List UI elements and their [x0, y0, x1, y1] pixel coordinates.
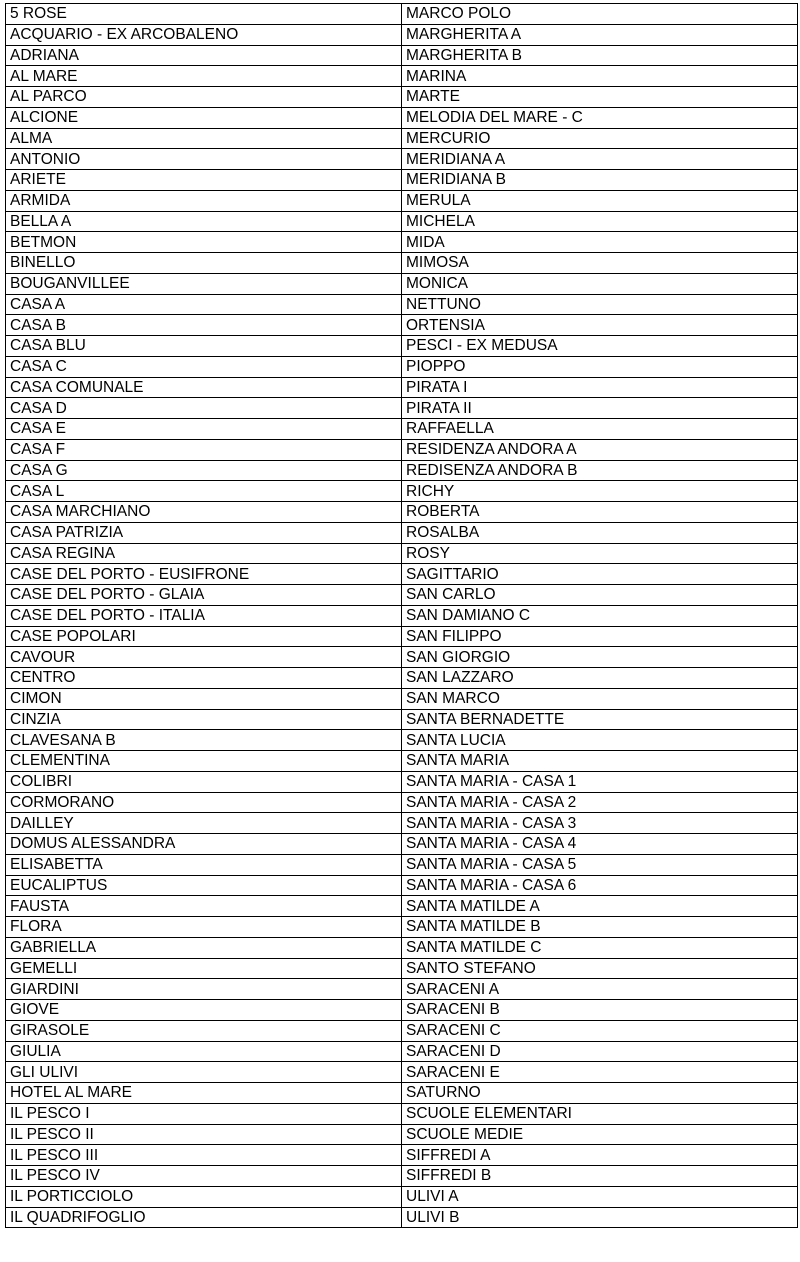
- table-row: [6, 1124, 798, 1145]
- table-row: [6, 522, 798, 543]
- table-row: [6, 709, 798, 730]
- table-row: [6, 688, 798, 709]
- left-column-cell: ARIETE: [6, 170, 402, 191]
- table-row: [6, 1186, 798, 1207]
- left-column-cell: CASA B: [6, 315, 402, 336]
- left-column-cell: GLI ULIVI: [6, 1062, 402, 1083]
- right-column-cell: SIFFREDI A: [402, 1145, 798, 1166]
- table-row: [6, 730, 798, 751]
- table-row: [6, 585, 798, 606]
- table-row: [6, 1020, 798, 1041]
- left-column-cell: IL PESCO III: [6, 1145, 402, 1166]
- left-column-cell: CASA BLU: [6, 336, 402, 357]
- right-column-cell: SANTA MARIA - CASA 1: [402, 771, 798, 792]
- name-table-body: [6, 4, 798, 1228]
- table-row: [6, 751, 798, 772]
- left-column-cell: CASA MARCHIANO: [6, 502, 402, 523]
- left-column-cell: CASA C: [6, 356, 402, 377]
- table-row: [6, 439, 798, 460]
- left-column-cell: GIULIA: [6, 1041, 402, 1062]
- right-column-cell: SANTA MARIA - CASA 4: [402, 834, 798, 855]
- left-column-cell: CASA REGINA: [6, 543, 402, 564]
- right-column-cell: SANTA MATILDE C: [402, 937, 798, 958]
- left-column-cell: EUCALIPTUS: [6, 875, 402, 896]
- right-column-cell: SANTO STEFANO: [402, 958, 798, 979]
- right-column-cell: SATURNO: [402, 1083, 798, 1104]
- left-column-cell: CASA L: [6, 481, 402, 502]
- name-list-document: [5, 3, 797, 1228]
- right-column-cell: ROSALBA: [402, 522, 798, 543]
- table-row: [6, 979, 798, 1000]
- name-table: [5, 3, 798, 1228]
- left-column-cell: ADRIANA: [6, 45, 402, 66]
- left-column-cell: IL PESCO IV: [6, 1166, 402, 1187]
- left-column-cell: CAVOUR: [6, 647, 402, 668]
- left-column-cell: CASE DEL PORTO - ITALIA: [6, 605, 402, 626]
- right-column-cell: MARGHERITA A: [402, 24, 798, 45]
- right-column-cell: SAN FILIPPO: [402, 626, 798, 647]
- table-row: [6, 647, 798, 668]
- right-column-cell: MIDA: [402, 232, 798, 253]
- table-row: [6, 854, 798, 875]
- table-row: [6, 1062, 798, 1083]
- right-column-cell: ROSY: [402, 543, 798, 564]
- table-row: [6, 564, 798, 585]
- right-column-cell: SAN LAZZARO: [402, 668, 798, 689]
- left-column-cell: CORMORANO: [6, 792, 402, 813]
- left-column-cell: CASE DEL PORTO - EUSIFRONE: [6, 564, 402, 585]
- left-column-cell: GIARDINI: [6, 979, 402, 1000]
- left-column-cell: CASA F: [6, 439, 402, 460]
- right-column-cell: SAGITTARIO: [402, 564, 798, 585]
- left-column-cell: BOUGANVILLEE: [6, 273, 402, 294]
- right-column-cell: MERIDIANA B: [402, 170, 798, 191]
- right-column-cell: MONICA: [402, 273, 798, 294]
- left-column-cell: ARMIDA: [6, 190, 402, 211]
- table-row: [6, 294, 798, 315]
- right-column-cell: SANTA BERNADETTE: [402, 709, 798, 730]
- table-row: [6, 211, 798, 232]
- right-column-cell: PIRATA I: [402, 377, 798, 398]
- table-row: [6, 87, 798, 108]
- table-row: [6, 1083, 798, 1104]
- left-column-cell: IL PESCO I: [6, 1103, 402, 1124]
- table-row: [6, 792, 798, 813]
- table-row: [6, 1041, 798, 1062]
- left-column-cell: CINZIA: [6, 709, 402, 730]
- left-column-cell: AL MARE: [6, 66, 402, 87]
- left-column-cell: IL QUADRIFOGLIO: [6, 1207, 402, 1228]
- right-column-cell: SANTA MATILDE B: [402, 917, 798, 938]
- table-row: [6, 917, 798, 938]
- left-column-cell: AL PARCO: [6, 87, 402, 108]
- table-row: [6, 24, 798, 45]
- right-column-cell: MERIDIANA A: [402, 149, 798, 170]
- right-column-cell: NETTUNO: [402, 294, 798, 315]
- right-column-cell: SAN MARCO: [402, 688, 798, 709]
- left-column-cell: CLEMENTINA: [6, 751, 402, 772]
- table-row: [6, 398, 798, 419]
- table-row: [6, 45, 798, 66]
- right-column-cell: PIRATA II: [402, 398, 798, 419]
- left-column-cell: ACQUARIO - EX ARCOBALENO: [6, 24, 402, 45]
- table-row: [6, 1166, 798, 1187]
- left-column-cell: CASA COMUNALE: [6, 377, 402, 398]
- right-column-cell: SCUOLE ELEMENTARI: [402, 1103, 798, 1124]
- right-column-cell: MERULA: [402, 190, 798, 211]
- left-column-cell: GIOVE: [6, 1000, 402, 1021]
- right-column-cell: REDISENZA ANDORA B: [402, 460, 798, 481]
- right-column-cell: ORTENSIA: [402, 315, 798, 336]
- table-row: [6, 958, 798, 979]
- right-column-cell: SARACENI C: [402, 1020, 798, 1041]
- right-column-cell: SIFFREDI B: [402, 1166, 798, 1187]
- table-row: [6, 336, 798, 357]
- right-column-cell: MERCURIO: [402, 128, 798, 149]
- left-column-cell: CASE DEL PORTO - GLAIA: [6, 585, 402, 606]
- right-column-cell: ULIVI A: [402, 1186, 798, 1207]
- table-row: [6, 834, 798, 855]
- right-column-cell: SANTA LUCIA: [402, 730, 798, 751]
- left-column-cell: DOMUS ALESSANDRA: [6, 834, 402, 855]
- left-column-cell: GABRIELLA: [6, 937, 402, 958]
- left-column-cell: ELISABETTA: [6, 854, 402, 875]
- right-column-cell: SARACENI E: [402, 1062, 798, 1083]
- right-column-cell: SARACENI D: [402, 1041, 798, 1062]
- right-column-cell: MIMOSA: [402, 253, 798, 274]
- left-column-cell: DAILLEY: [6, 813, 402, 834]
- right-column-cell: SANTA MARIA - CASA 6: [402, 875, 798, 896]
- left-column-cell: FLORA: [6, 917, 402, 938]
- left-column-cell: HOTEL AL MARE: [6, 1083, 402, 1104]
- left-column-cell: ALCIONE: [6, 107, 402, 128]
- right-column-cell: MARGHERITA B: [402, 45, 798, 66]
- table-row: [6, 107, 798, 128]
- table-row: [6, 66, 798, 87]
- right-column-cell: MELODIA DEL MARE - C: [402, 107, 798, 128]
- right-column-cell: MARCO POLO: [402, 4, 798, 25]
- right-column-cell: SANTA MARIA - CASA 5: [402, 854, 798, 875]
- left-column-cell: CASA A: [6, 294, 402, 315]
- table-row: [6, 896, 798, 917]
- right-column-cell: ROBERTA: [402, 502, 798, 523]
- left-column-cell: CASA G: [6, 460, 402, 481]
- right-column-cell: RAFFAELLA: [402, 419, 798, 440]
- left-column-cell: CIMON: [6, 688, 402, 709]
- table-row: [6, 4, 798, 25]
- left-column-cell: CASE POPOLARI: [6, 626, 402, 647]
- left-column-cell: GIRASOLE: [6, 1020, 402, 1041]
- table-row: [6, 543, 798, 564]
- left-column-cell: IL PORTICCIOLO: [6, 1186, 402, 1207]
- table-row: [6, 937, 798, 958]
- left-column-cell: BETMON: [6, 232, 402, 253]
- right-column-cell: SANTA MARIA - CASA 2: [402, 792, 798, 813]
- right-column-cell: SANTA MARIA - CASA 3: [402, 813, 798, 834]
- table-row: [6, 253, 798, 274]
- right-column-cell: MARTE: [402, 87, 798, 108]
- table-row: [6, 626, 798, 647]
- table-row: [6, 813, 798, 834]
- right-column-cell: RESIDENZA ANDORA A: [402, 439, 798, 460]
- left-column-cell: ALMA: [6, 128, 402, 149]
- right-column-cell: PIOPPO: [402, 356, 798, 377]
- table-row: [6, 377, 798, 398]
- right-column-cell: SANTA MATILDE A: [402, 896, 798, 917]
- table-row: [6, 170, 798, 191]
- left-column-cell: ANTONIO: [6, 149, 402, 170]
- left-column-cell: GEMELLI: [6, 958, 402, 979]
- table-row: [6, 668, 798, 689]
- left-column-cell: FAUSTA: [6, 896, 402, 917]
- right-column-cell: PESCI - EX MEDUSA: [402, 336, 798, 357]
- table-row: [6, 481, 798, 502]
- right-column-cell: SAN DAMIANO C: [402, 605, 798, 626]
- right-column-cell: SARACENI A: [402, 979, 798, 1000]
- table-row: [6, 1000, 798, 1021]
- table-row: [6, 419, 798, 440]
- right-column-cell: SARACENI B: [402, 1000, 798, 1021]
- table-row: [6, 875, 798, 896]
- left-column-cell: BINELLO: [6, 253, 402, 274]
- left-column-cell: CENTRO: [6, 668, 402, 689]
- table-row: [6, 1145, 798, 1166]
- table-row: [6, 460, 798, 481]
- table-row: [6, 232, 798, 253]
- table-row: [6, 771, 798, 792]
- table-row: [6, 1207, 798, 1228]
- table-row: [6, 315, 798, 336]
- left-column-cell: IL PESCO II: [6, 1124, 402, 1145]
- left-column-cell: 5 ROSE: [6, 4, 402, 25]
- left-column-cell: CASA E: [6, 419, 402, 440]
- right-column-cell: MARINA: [402, 66, 798, 87]
- left-column-cell: BELLA A: [6, 211, 402, 232]
- table-row: [6, 502, 798, 523]
- left-column-cell: CASA D: [6, 398, 402, 419]
- left-column-cell: CASA PATRIZIA: [6, 522, 402, 543]
- right-column-cell: ULIVI B: [402, 1207, 798, 1228]
- right-column-cell: SCUOLE MEDIE: [402, 1124, 798, 1145]
- left-column-cell: CLAVESANA B: [6, 730, 402, 751]
- table-row: [6, 190, 798, 211]
- table-row: [6, 605, 798, 626]
- table-row: [6, 128, 798, 149]
- right-column-cell: MICHELA: [402, 211, 798, 232]
- right-column-cell: SANTA MARIA: [402, 751, 798, 772]
- left-column-cell: COLIBRI: [6, 771, 402, 792]
- right-column-cell: RICHY: [402, 481, 798, 502]
- table-row: [6, 1103, 798, 1124]
- table-row: [6, 149, 798, 170]
- table-row: [6, 356, 798, 377]
- table-row: [6, 273, 798, 294]
- right-column-cell: SAN GIORGIO: [402, 647, 798, 668]
- right-column-cell: SAN CARLO: [402, 585, 798, 606]
